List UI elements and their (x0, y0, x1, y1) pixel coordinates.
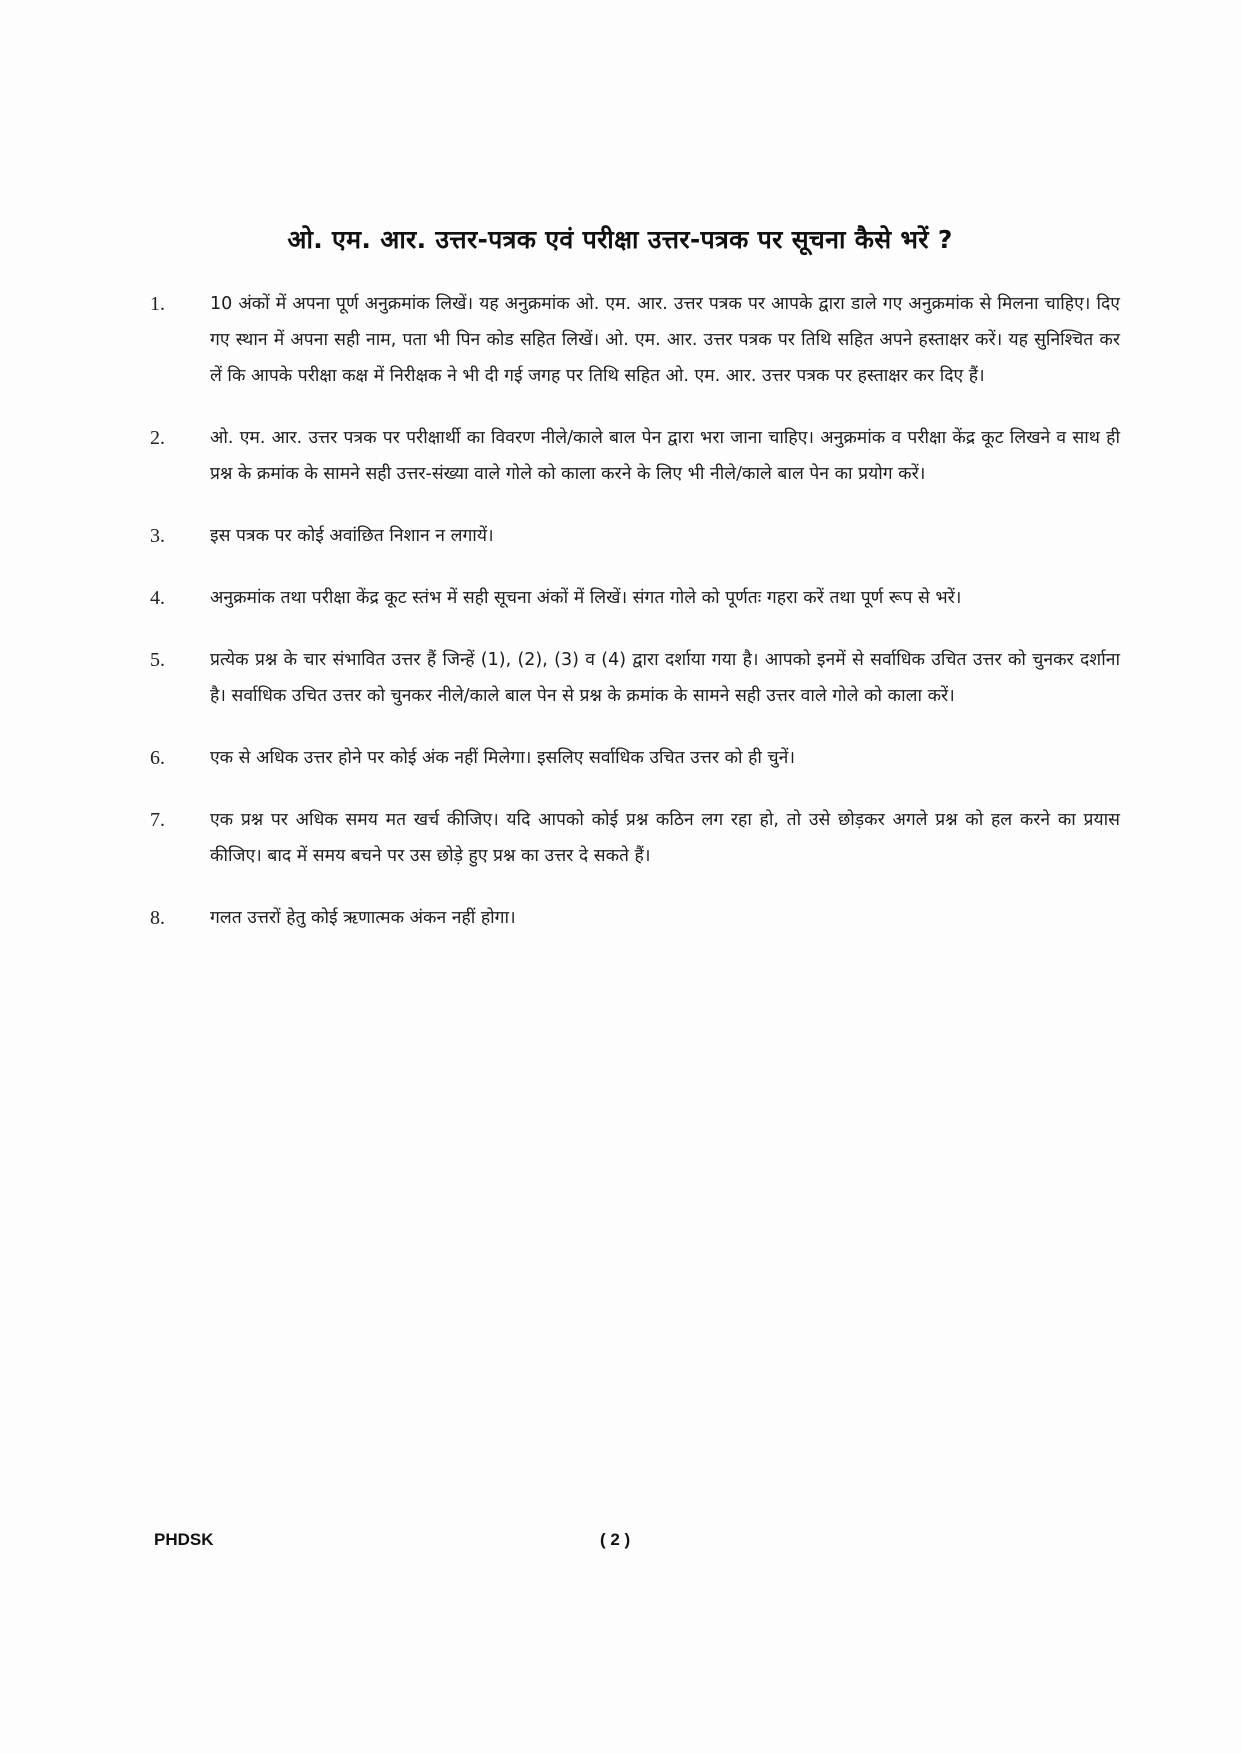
instruction-item (150, 420, 1120, 492)
instruction-text: एक प्रश्न पर अधिक समय मत खर्च कीजिए। यदि आपको कोई प्रश्न कठिन लग रहा हो, तो उसे छोड़कर अगले प्रश्न को हल करने का प्रयास कीजिए। बाद में समय बचने पर उस छोड़े हुए प्रश्न का उत्तर दे सकते हैं। (210, 810, 1120, 866)
instruction-number: 5. (150, 649, 165, 671)
instruction-number: 2. (150, 427, 165, 449)
instruction-item (150, 286, 1120, 394)
instruction-item (150, 900, 1120, 936)
instruction-number: 3. (150, 525, 165, 547)
instruction-text: ओ. एम. आर. उत्तर पत्रक पर परीक्षार्थी का विवरण नीले/काले बाल पेन द्वारा भरा जाना चाहिए। अनुक्रमांक व परीक्षा केंद्र कूट लिखने व साथ ही प्रश्न के क्रमांक के सामने सही उत्तर-संख्या वाले गोले को काला करने के लिए भी नीले/काले बाल पेन का प्रयोग करें। (210, 428, 1120, 484)
instruction-number: 6. (150, 747, 165, 769)
instruction-text: अनुक्रमांक तथा परीक्षा केंद्र कूट स्तंभ में सही सूचना अंकों में लिखें। संगत गोले को पूर्णतः गहरा करें तथा पूर्ण रूप से भरें। (210, 588, 962, 608)
instruction-number: 1. (150, 293, 165, 315)
page-number: ( 2 ) (600, 1530, 631, 1549)
booklet-code: PHDSK (154, 1530, 214, 1549)
instruction-text: प्रत्येक प्रश्न के चार संभावित उत्तर हैं जिन्हें (1), (2), (3) व (4) द्वारा दर्शाया गया है। आपको इनमें से सर्वाधिक उचित उत्तर को चुनकर दर्शाना है। सर्वाधिक उचित उत्तर को चुनकर नीले/काले बाल पेन से प्रश्न के क्रमांक के सामने सही उत्तर वाले गोले को काला करें। (210, 650, 1120, 706)
instruction-text: गलत उत्तरों हेतु कोई ऋणात्मक अंकन नहीं होगा। (210, 908, 516, 928)
instruction-item (150, 580, 1120, 616)
instruction-item (150, 518, 1120, 554)
instruction-text: एक से अधिक उत्तर होने पर कोई अंक नहीं मिलेगा। इसलिए सर्वाधिक उचित उत्तर को ही चुनें। (210, 748, 795, 768)
page-heading: ओ. एम. आर. उत्तर-पत्रक एवं परीक्षा उत्तर-पत्रक पर सूचना कैसे भरें ? (287, 225, 953, 254)
instruction-item (150, 802, 1120, 874)
instruction-number: 7. (150, 809, 165, 831)
instruction-number: 8. (150, 907, 165, 929)
instruction-text: इस पत्रक पर कोई अवांछित निशान न लगायें। (210, 526, 494, 546)
instruction-item (150, 642, 1120, 714)
instruction-item (150, 740, 1120, 776)
instruction-text: 10 अंकों में अपना पूर्ण अनुक्रमांक लिखें। यह अनुक्रमांक ओ. एम. आर. उत्तर पत्रक पर आपके द्वारा डाले गए अनुक्रमांक से मिलना चाहिए। दिए गए स्थान में अपना सही नाम, पता भी पिन कोड सहित लिखें। ओ. एम. आर. उत्तर पत्रक पर तिथि सहित अपने हस्ताक्षर करें। यह सुनिश्चित कर लें कि आपके परीक्षा कक्ष में निरीक्षक ने भी दी गई जगह पर तिथि सहित ओ. एम. आर. उत्तर पत्रक पर हस्ताक्षर कर दिए हैं। (210, 294, 1120, 386)
instruction-number: 4. (150, 587, 165, 609)
instruction-list (150, 286, 1120, 962)
